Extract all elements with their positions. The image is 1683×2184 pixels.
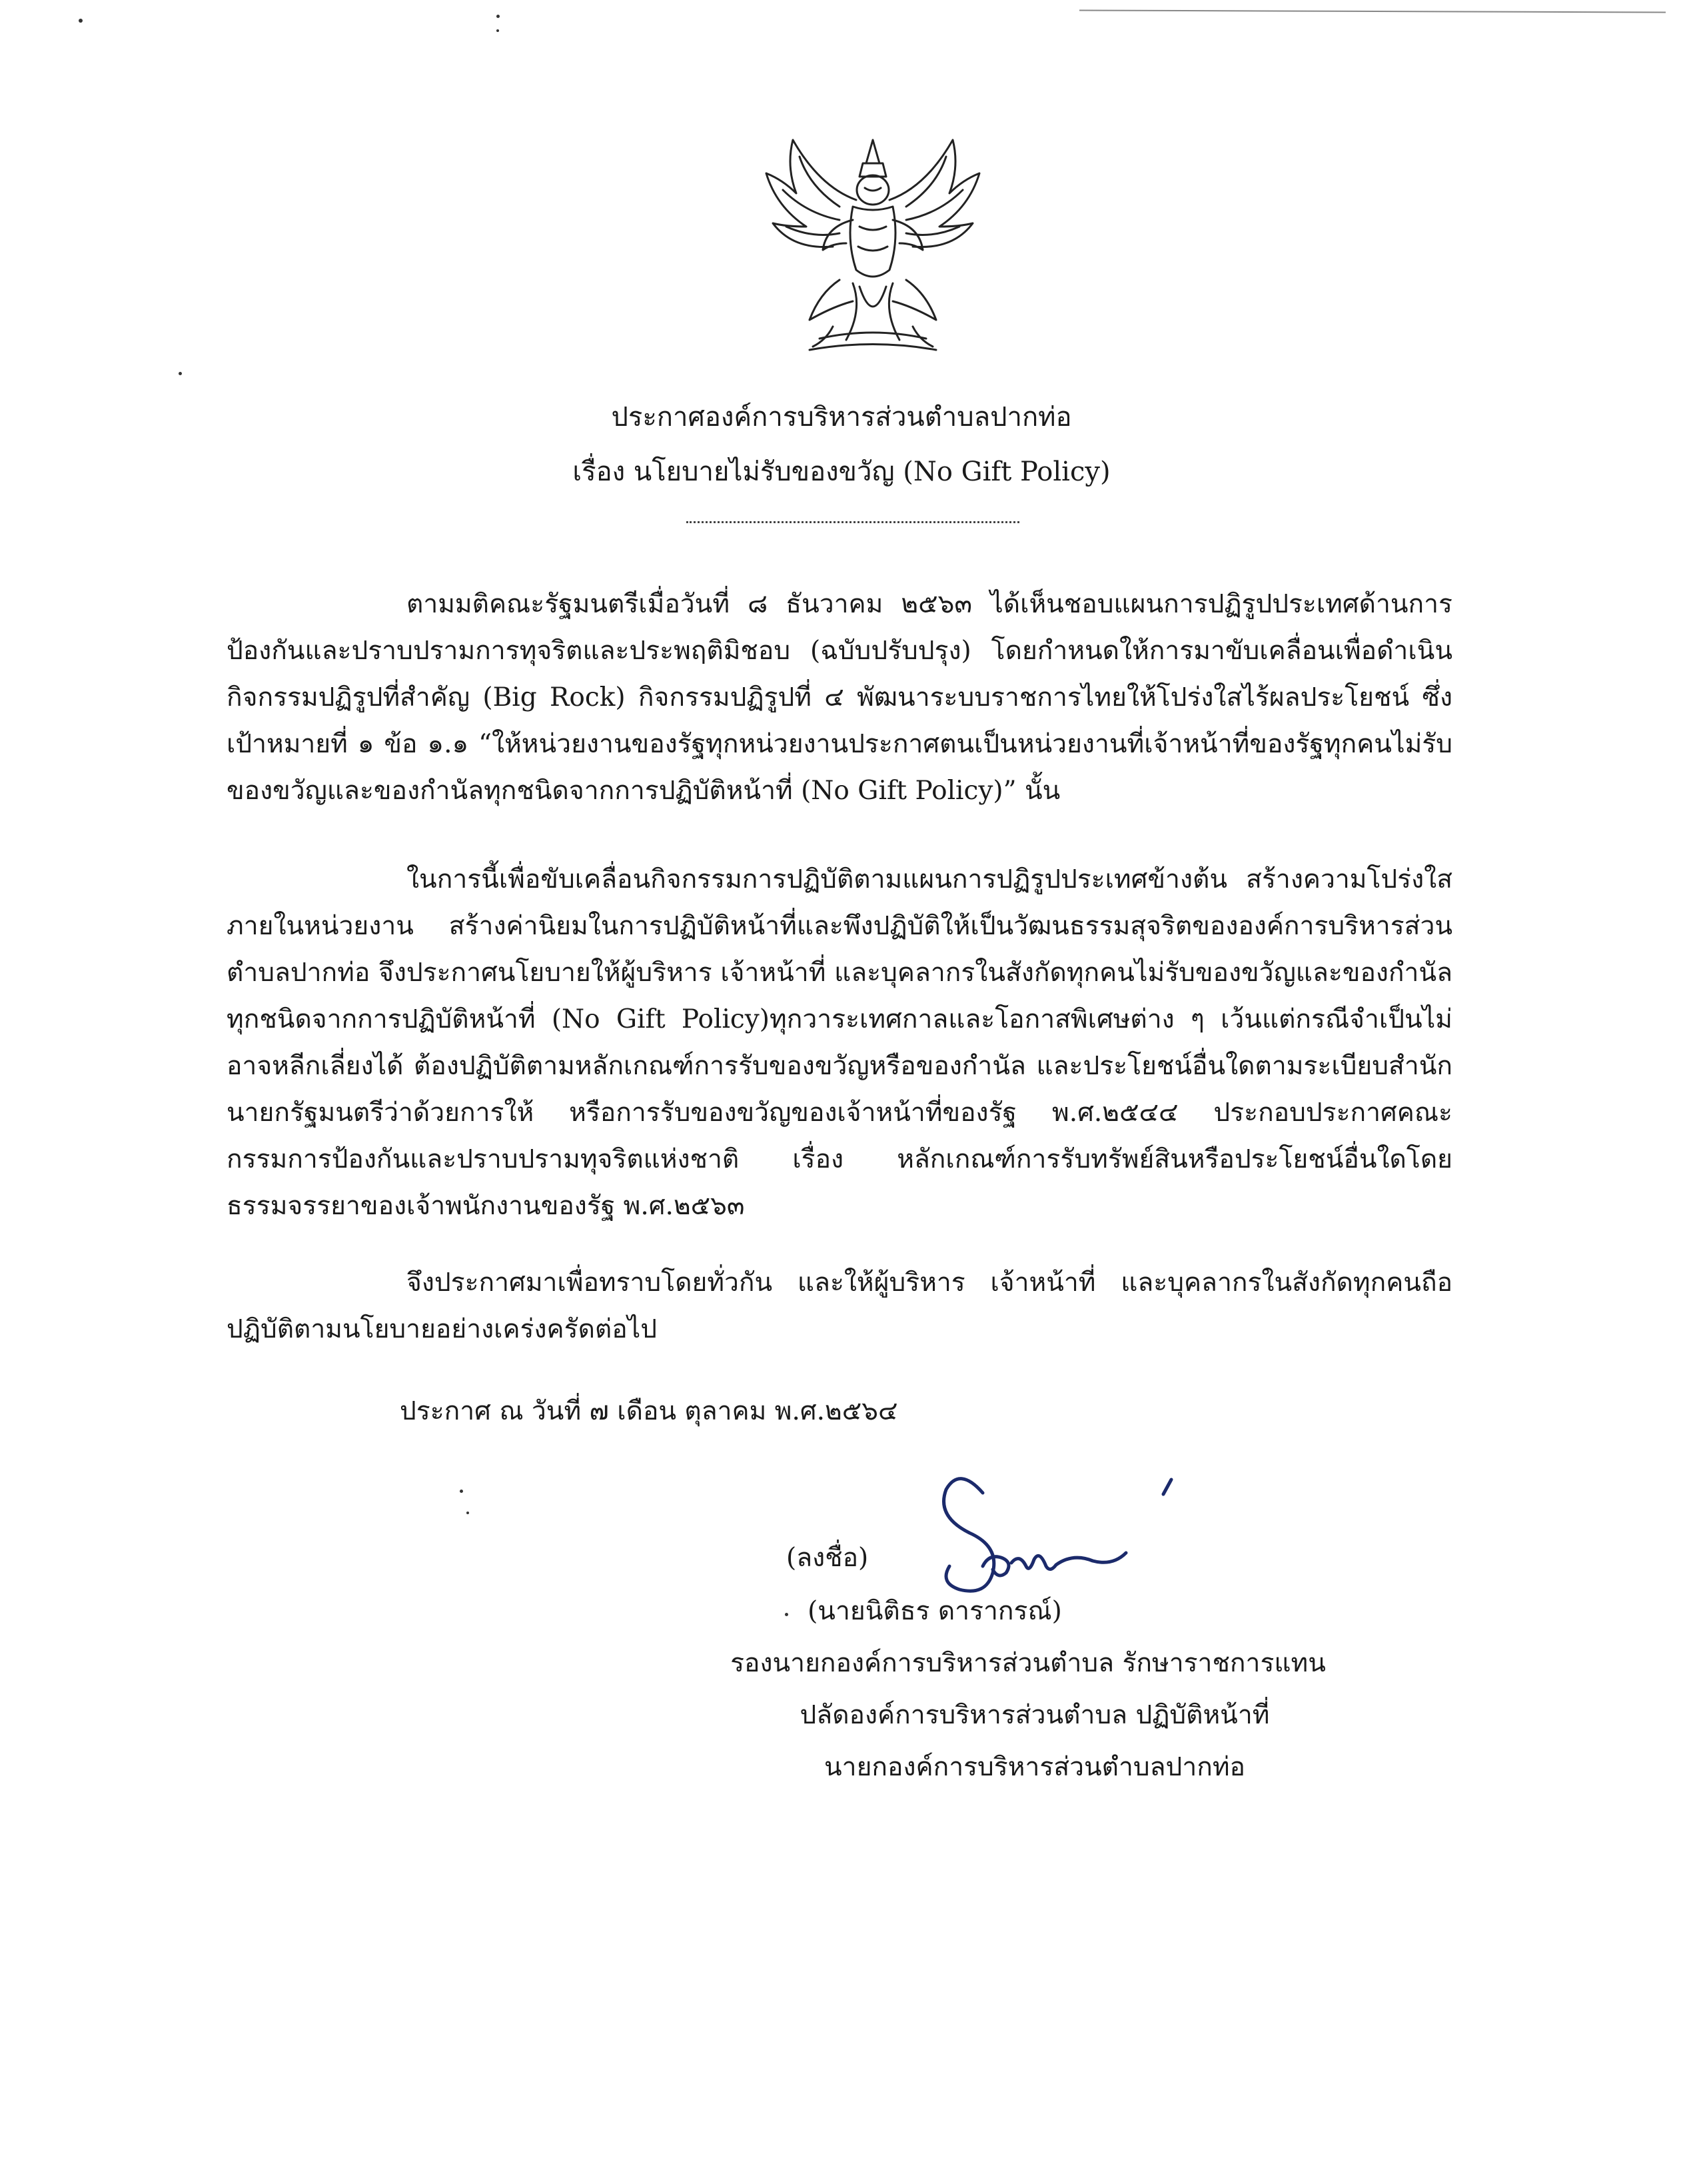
scan-speck <box>496 29 499 32</box>
signer-position-line-3: นายกองค์การบริหารส่วนตำบลปากท่อ <box>824 1752 1245 1782</box>
scan-speck <box>496 15 500 18</box>
signer-name: (นายนิติธร ดารากรณ์) <box>808 1596 1062 1626</box>
body-paragraph-3 <box>227 1260 1452 1353</box>
scan-edge-line <box>1079 9 1666 13</box>
scan-speck <box>179 372 182 375</box>
signer-position-line-2: ปลัดองค์การบริหารส่วนตำบล ปฏิบัติหน้าที่ <box>800 1700 1270 1730</box>
signature-label: (ลงชื่อ) <box>786 1543 869 1573</box>
scan-speck <box>79 19 83 23</box>
announce-date: ประกาศ ณ วันที่ ๗ เดือน ตุลาคม พ.ศ.๒๕๖๔ <box>400 1396 898 1426</box>
signer-position-line-1: รองนายกองค์การบริหารส่วนตำบล รักษาราชการแทน <box>730 1648 1326 1678</box>
scan-speck <box>460 1490 463 1493</box>
title-separator <box>686 521 1019 523</box>
handwritten-signature <box>919 1453 1199 1606</box>
body-paragraph-1 <box>227 581 1452 814</box>
garuda-emblem-icon <box>746 127 999 367</box>
document-title: ประกาศองค์การบริหารส่วนตำบลปากท่อ <box>611 402 1072 433</box>
body-paragraph-2-text: ในการนี้เพื่อขับเคลื่อนกิจกรรมการปฏิบัติตามแผนการปฏิรูปประเทศข้างต้น สร้างความโปร่งใสภายในหน่วยงาน สร้างค่านิยมในการปฏิบัติหน้าที่และพึงปฏิบัติให้เป็นวัฒนธรรมสุจริตขององค์การบริหารส่วนตำบลปากท่อ จึงประกาศนโยบายให้ผู้บริหาร เจ้าหน้าที่ และบุคลากรในสังกัดทุกคนไม่รับของขวัญและของกำนัลทุกชนิดจากการปฏิบัติหน้าที่ (No Gift Policy)ทุกวาระเทศกาลและโอกาสพิเศษต่าง ๆ เว้นแต่กรณีจำเป็นไม่อาจหลีกเลี่ยงได้ ต้องปฏิบัติตามหลักเกณฑ์การรับของขวัญหรือของกำนัล และประโยชน์อื่นใดตามระเบียบสำนักนายกรัฐมนตรีว่าด้วยการให้ หรือการรับของขวัญของเจ้าหน้าที่ของรัฐ พ.ศ.๒๕๔๔ ประกอบประกาศคณะกรรมการป้องกันและปราบปรามทุจริตแห่งชาติ เรื่อง หลักเกณฑ์การรับทรัพย์สินหรือประโยชน์อื่นใดโดยธรรมจรรยาของเจ้าพนักงานของรัฐ พ.ศ.๒๕๖๓ <box>227 864 1452 1221</box>
document-subject: เรื่อง นโยบายไม่รับของขวัญ (No Gift Policy) <box>572 457 1111 487</box>
body-paragraph-3-text: จึงประกาศมาเพื่อทราบโดยทั่วกัน และให้ผู้บริหาร เจ้าหน้าที่ และบุคลากรในสังกัดทุกคนถือปฏิบัติตามนโยบายอย่างเคร่งครัดต่อไป <box>227 1268 1452 1344</box>
body-paragraph-1-text: ตามมติคณะรัฐมนตรีเมื่อวันที่ ๘ ธันวาคม ๒๕๖๓ ได้เห็นชอบแผนการปฏิรูปประเทศด้านการป้องกันและปราบปรามการทุจริตและประพฤติมิชอบ (ฉบับปรับปรุง) โดยกำหนดให้การมาขับเคลื่อนเพื่อดำเนินกิจกรรมปฏิรูปที่สำคัญ (Big Rock) กิจกรรมปฏิรูปที่ ๔ พัฒนาระบบราชการไทยให้โปร่งใสไร้ผลประโยชน์ ซึ่งเป้าหมายที่ ๑ ข้อ ๑.๑ “ให้หน่วยงานของรัฐทุกหน่วยงานประกาศตนเป็นหน่วยงานที่เจ้าหน้าที่ของรัฐทุกคนไม่รับของขวัญและของกำนัลทุกชนิดจากการปฏิบัติหน้าที่ (No Gift Policy)” นั้น <box>227 589 1452 806</box>
body-paragraph-2 <box>227 856 1452 1230</box>
scan-speck <box>466 1512 469 1514</box>
